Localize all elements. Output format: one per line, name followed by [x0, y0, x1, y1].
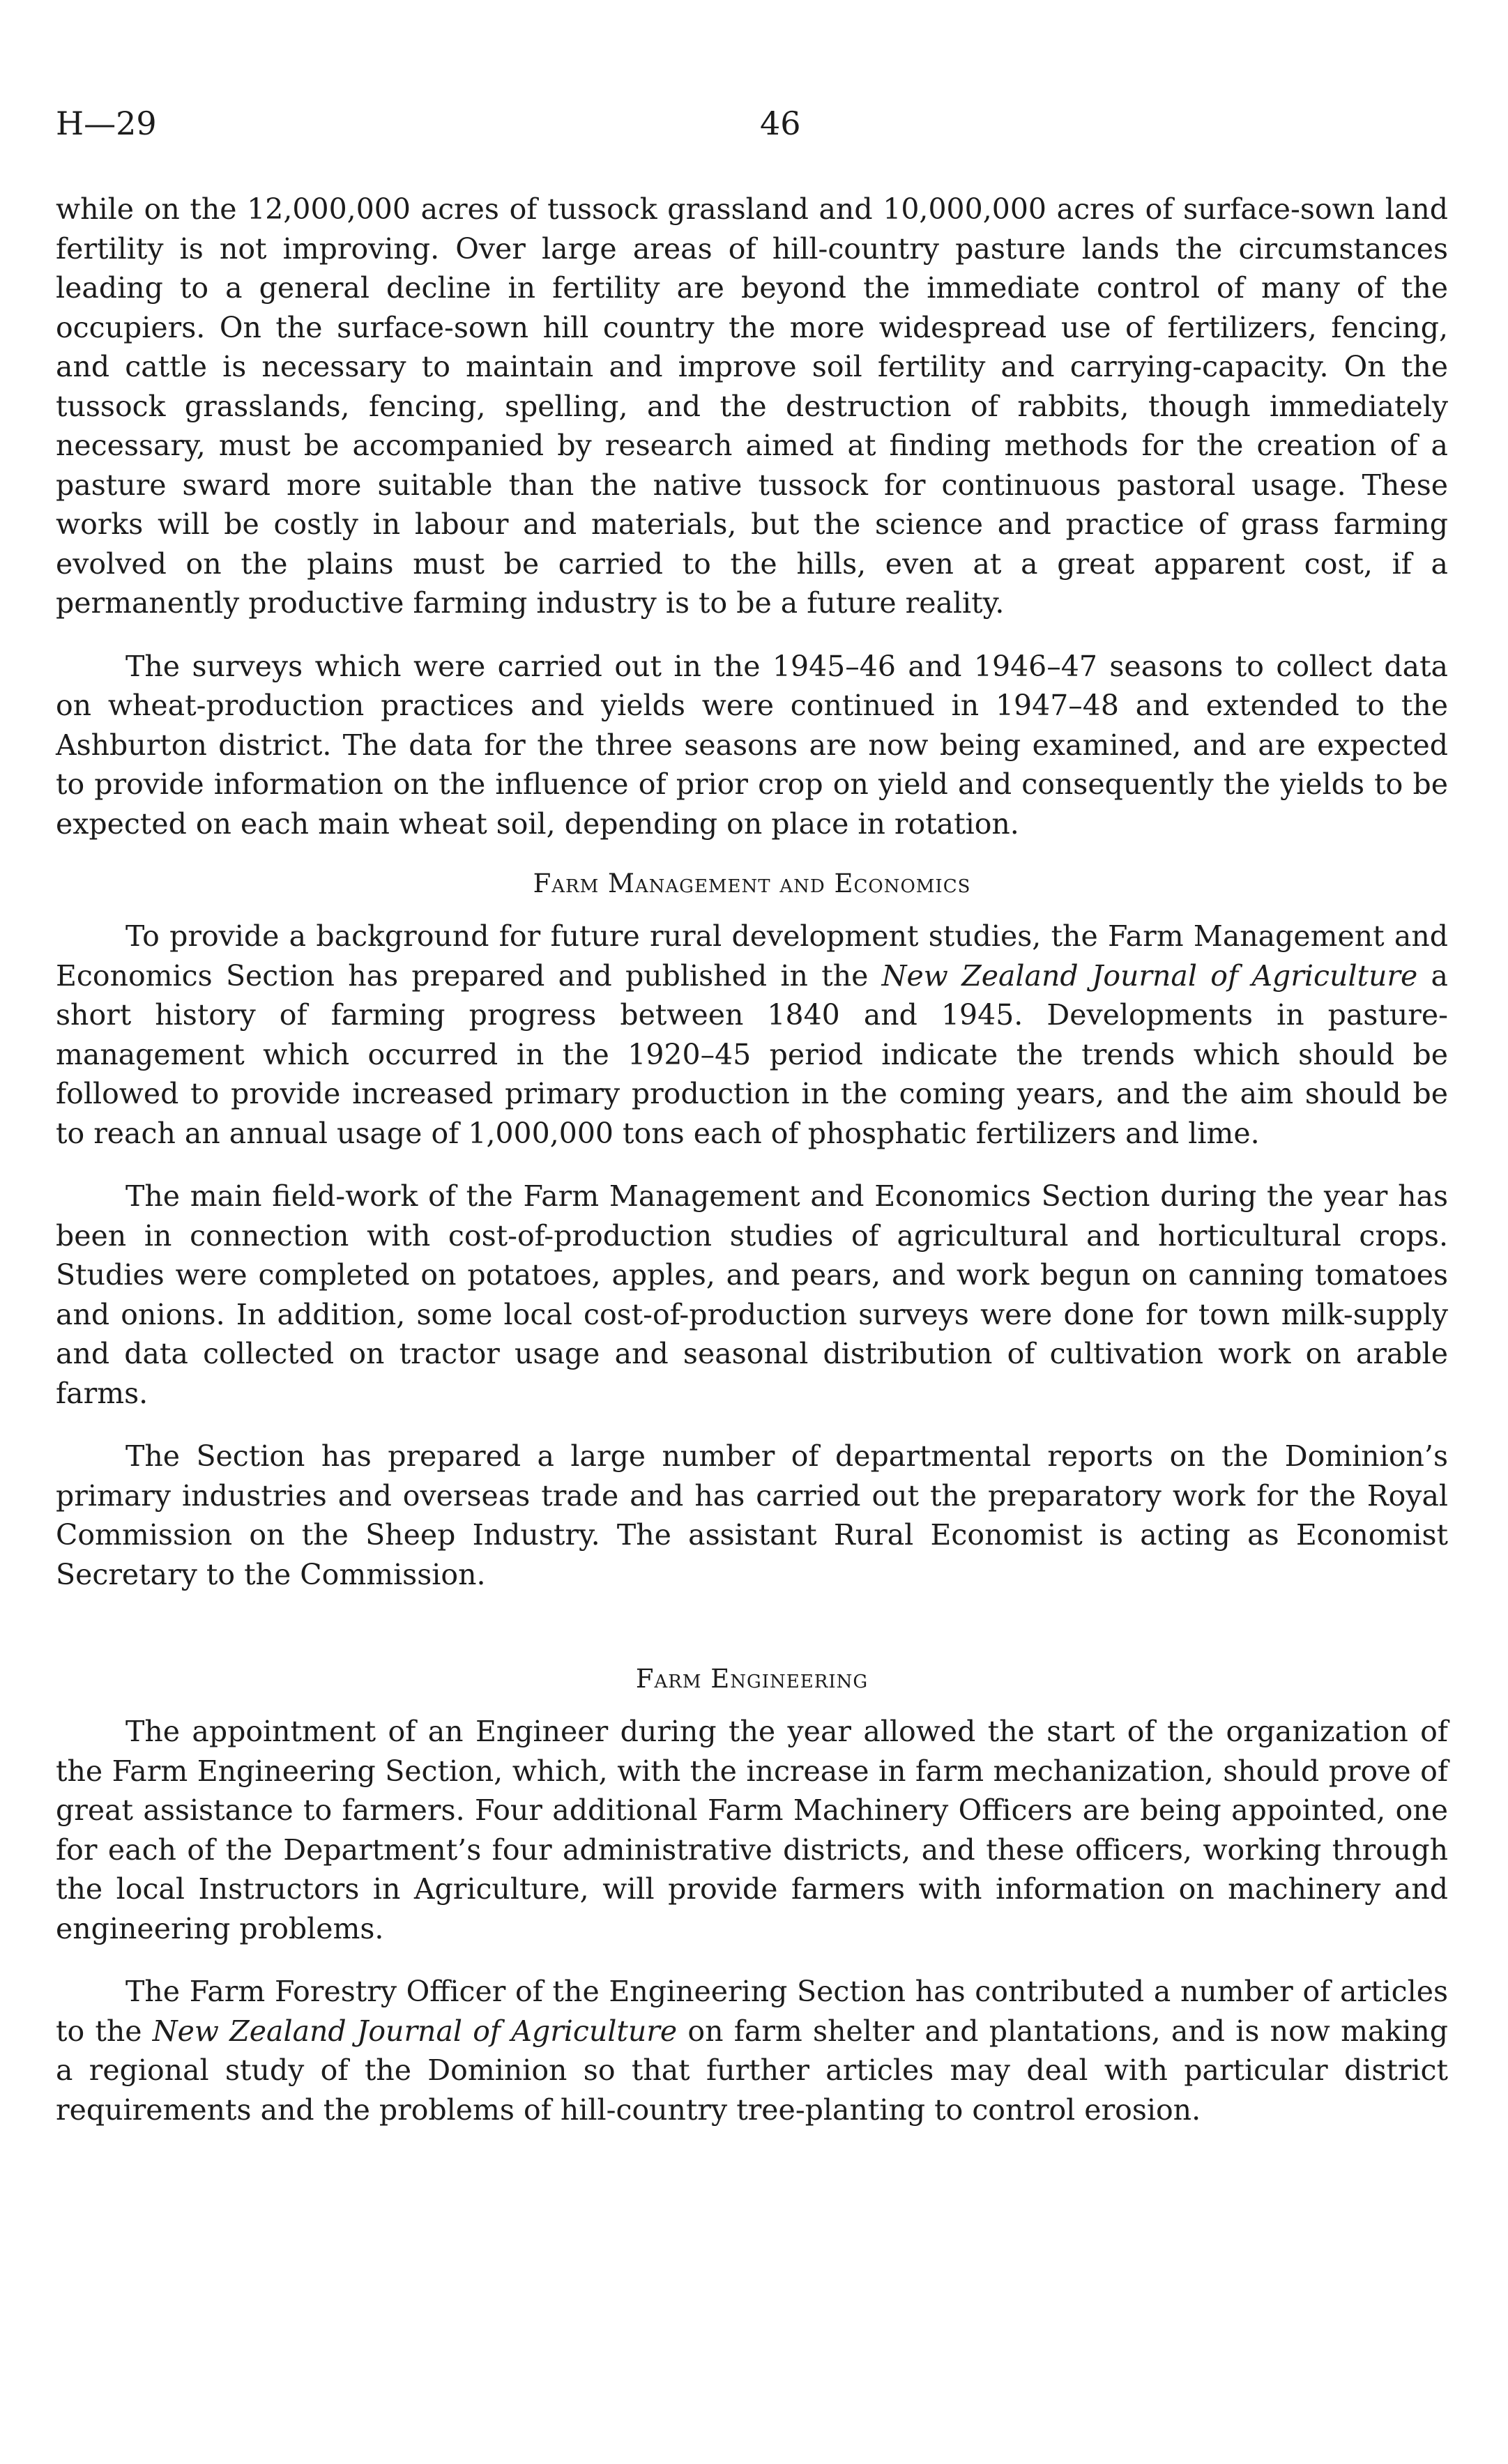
journal-title: New Zealand Journal of Agriculture [152, 2014, 678, 2048]
running-head [56, 105, 1448, 153]
page-reference: H—29 [56, 105, 157, 142]
section-heading-farm-management: Farm Management and Economics [533, 868, 971, 898]
journal-title: New Zealand Journal of Agriculture [881, 958, 1418, 993]
paragraph-wheat-surveys: The surveys which were carried out in the 1945–46 and 1946–47 seasons to collect data on wheat-production practices and yields were continued in 1947–48 and extended to the Ashburton district. The data for the three seasons are now being examined, and are expected to provide information on the influence of prior crop on yield and consequently the yields to be expected on each main wheat soil, depending on place in rotation. [56, 649, 1448, 841]
text-run: The Farm Forestry Officer of the Engineering Section has contributed a number of articles to the [56, 1975, 1448, 2048]
paragraph-farm-forestry [56, 1972, 1448, 2129]
paragraph-departmental-reports: The Section has prepared a large number of departmental reports on the Dominion’s primary industries and overseas trade and has carried out the preparatory work for the Royal Commission on the Sheep Industry. The assistant Rural Economist is acting as Economist Secretary to the Commission. [56, 1439, 1448, 1591]
paragraph-background-history [56, 917, 1448, 1153]
text-run: on farm shelter and plantations, and is now making a regional study of the Dominion so that further articles may deal with particular district requirements and the problems of hill-country tree-planting to control erosion. [56, 2014, 1448, 2127]
paragraph-continued: while on the 12,000,000 acres of tussock grassland and 10,000,000 acres of surface-sown land fertility is not improving. Over large areas of hill-country pasture lands the circumstances leading to a general decline in fertility are beyond the immediate control of many of the occupiers. On the surface-sown hill country the more widespread use of fertilizers, fencing, and cattle is necessary to maintain and improve soil fertility and carrying-capacity. On the tussock grasslands, fencing, spelling, and the destruction of rabbits, though immediately necessary, must be accompanied by research aimed at finding methods for the creation of a pasture sward more suitable than the native tussock for continuous pastoral usage. These works will be costly in labour and materials, but the science and practice of grass farming evolved on the plains must be carried to the hills, even at a great apparent cost, if a permanently productive farming industry is to be a future reality. [56, 192, 1448, 620]
text-run: a short history of farming progress between 1840 and 1945. Developments in pasture-management which occurred in the 1920–45 period indicate the trends which should be followed to provide increased primary production in the coming years, and the aim should be to reach an annual usage of 1,000,000 tons each of phosphatic fertilizers and lime. [56, 958, 1448, 1150]
paragraph-engineer-appointment: The appointment of an Engineer during the year allowed the start of the organization of the Farm Engineering Section, which, with the increase in farm mechanization, should prove of great assistance to farmers. Four additional Farm Machinery Officers are being appointed, one for each of the Department’s four administrative districts, and these officers, working through the local Instructors in Agriculture, will provide farmers with information on machinery and engineering problems. [56, 1715, 1448, 1945]
page-number: 46 [760, 105, 801, 142]
section-heading-farm-engineering: Farm Engineering [635, 1664, 869, 1694]
text-run: To provide a background for future rural development studies, the Farm Management and Economics Section has prepared and published in the [56, 919, 1448, 993]
paragraph-field-work: The main field-work of the Farm Management and Economics Section during the year has been in connection with cost-of-production studies of agricultural and horticultural crops. Studies were completed on potatoes, apples, and pears, and work begun on canning tomatoes and onions. In addition, some local cost-of-production surveys were done for town milk-supply and data collected on tractor usage and seasonal distribution of cultivation work on arable farms. [56, 1179, 1448, 1410]
